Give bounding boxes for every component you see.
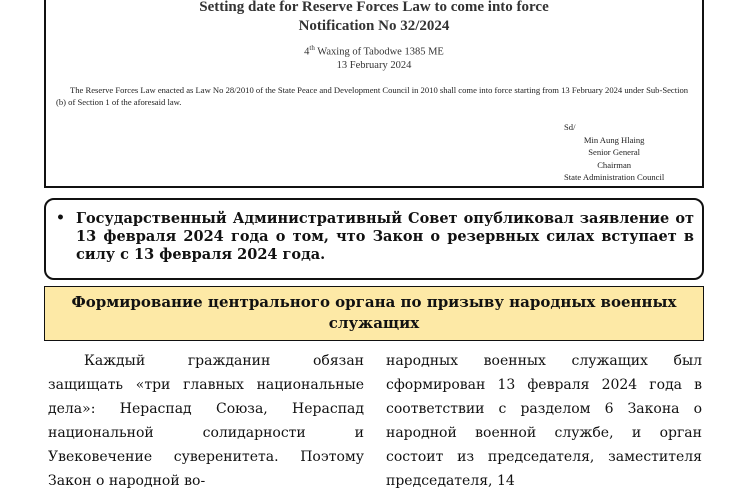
right-column-text: народных военных служащих был сформирован 13 февраля 2024 года в соответствии с разделом 6 Закона о народной военной службе, и орган состоит из председателя, заместителя председателя, 14: [386, 353, 702, 489]
signature-org: State Administration Council: [564, 172, 665, 182]
summary-box: [44, 198, 704, 280]
notice-title: Setting date for Reserve Forces Law to come into force: [199, 0, 549, 15]
notice-number: Notification No 32/2024: [298, 18, 450, 34]
notice-body: The Reserve Forces Law enacted as Law No 28/2010 of the State Peace and Development Council in 2010 shall come into force starting from 13 February 2024 under Sub-Section (b) of Section 1 of the aforesaid law.: [56, 85, 689, 107]
bullet-point: •: [56, 210, 65, 226]
left-column-text: Каждый гражданин обязан защищать «три главных национальные дела»: Нераспад Союза, Нераспад национальной солидарности и Увековечение суверенитета. Поэтому Закон о народной во-: [48, 353, 364, 489]
notice-myanmar-date: 4th Waxing of Tabodwe 1385 ME: [304, 44, 444, 58]
summary-text: Государственный Административный Совет опубликовал заявление от 13 февраля 2024 года о том, что Закон о резервных силах вступает в силу с 13 февраля 2024 года.: [76, 210, 694, 263]
signature-role: Chairman: [597, 159, 632, 170]
section-heading: Формирование центрального органа по призыву народных военных служащих: [44, 286, 704, 341]
signature-name: Min Aung Hlaing: [583, 134, 645, 145]
signature-rank: Senior General: [588, 147, 641, 157]
notice-gregorian-date: 13 February 2024: [336, 60, 412, 71]
article-column-left: [48, 349, 364, 493]
notification-box: [44, 0, 704, 188]
signature-sd: Sd/: [564, 122, 576, 132]
article-column-right: [386, 349, 702, 493]
signature-block: [564, 121, 664, 184]
